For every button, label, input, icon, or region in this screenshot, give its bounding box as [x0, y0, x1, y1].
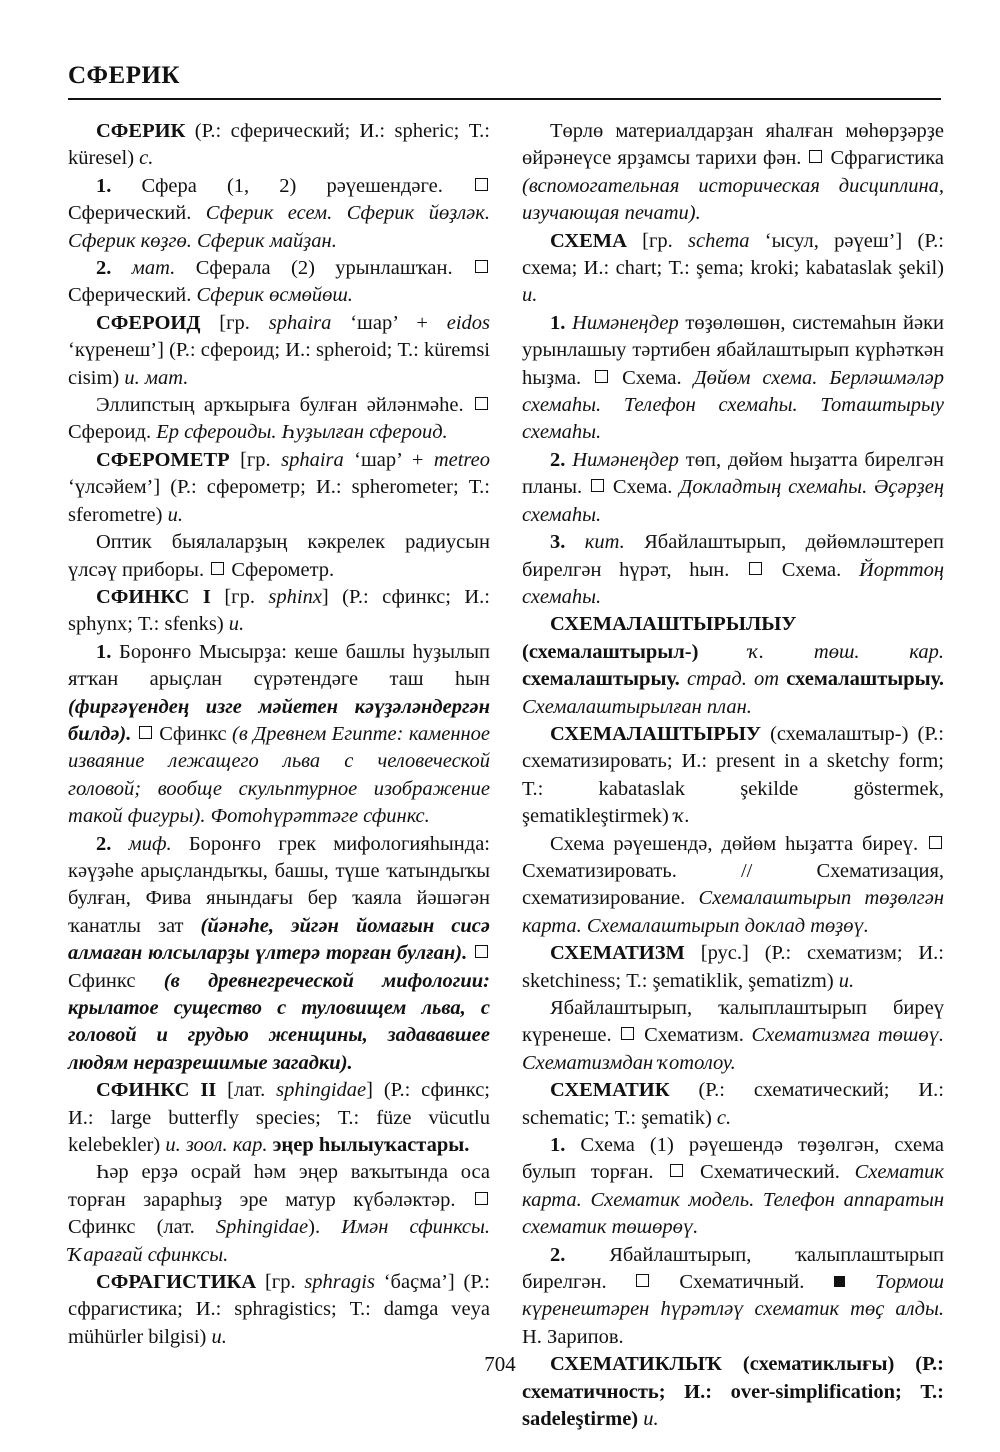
entry-sferik: СФЕРИК (Р.: сферический; И.: spheric; Т.: küresel) с. [68, 120, 490, 170]
sense: 1. Нимәнеңдер төҙөлөшөн, системаһын йәки урынлашыу тәртибен ябайлаштырып күрһәткән һыҙма. Схема. Дөйөм схема. Берләшмәләр схемаһы. Телефон схемаһы. Тоташтырыу схемаһы. [522, 311, 945, 444]
square-marker-icon [475, 260, 488, 273]
sense: 1. Боронғо Мысырҙа: кеше башлы һуҙылып ятҡан арыҫлан сүрәтендәге таш һын (фирғәүендең изге мәйетен кәүҙәләндергән билдә). Сфинкс (в Древнем Египте: каменное изваяние лежащего льва с человеческой головой; вообще скульптурное изображение такой фигуры). Фотоһүрәттәге сфинкс. [68, 640, 491, 828]
square-marker-icon [621, 1027, 634, 1040]
square-marker-icon [670, 1164, 683, 1177]
sense: 1. Схема (1) рәүешендә төҙөлгән, схема булып торған. Схематический. Схематик карта. Схематик модель. Телефон аппаратын схематик төшөрөү. [522, 1134, 944, 1239]
entry-sfragistika: СФРАГИСТИКА [гр. sphragis ‘баҫма’] (Р.: сфрагистика; И.: sphragistics; Т.: damga veya mühürler bilgisi) и. [68, 1271, 490, 1348]
definition: Схема рәүешендә, дөйөм һыҙатта биреү. Схематизировать. // Схематизация, схематизирование. Схемалаштырып төҙөлгән карта. Схемалаштырып доклад төҙөү. [522, 832, 944, 937]
entry-sfinks-1: СФИНКС I [гр. sphinx] (Р.: сфинкс; И.: sphynx; Т.: sfenks) и. [68, 585, 490, 636]
square-marker-icon [749, 562, 762, 575]
header-rule [68, 98, 941, 100]
definition: Төрлө материалдарҙан яһалған мөһөрҙәрҙе өйрәнеүсе ярҙамсы тарихи фән. Сфрагистика (вспомогательная историческая дисциплина, изучающая печати). [522, 120, 944, 225]
square-marker-icon [475, 178, 488, 191]
square-marker-icon [475, 1192, 488, 1205]
definition: Ябайлаштырып, ҡалыплаштырып биреү күренеше. Схематизм. Схематизмға төшөү. Схематизмдан ҡотолоу. [522, 997, 944, 1074]
entry-sferometr: СФЕРОМЕТР [гр. sphaira ‘шар’ + metreo ‘үлсәйем’] (Р.: сферометр; И.: spherometer; Т.: sferometre) и. [68, 448, 490, 526]
square-marker-icon [636, 1274, 649, 1287]
definition: Оптик быялаларҙың кәкрелек радиусын үлсәү приборы. Сферометр. [68, 531, 490, 581]
right-column [522, 118, 944, 1434]
square-marker-icon [475, 945, 488, 958]
square-marker-icon [139, 726, 152, 739]
square-marker-icon [591, 479, 604, 492]
square-marker-icon [475, 397, 488, 410]
sense: 2. Ябайлаштырып, ҡалыплаштырып бирелгән. Схематичный. Тормош күренештәрен һүрәтләү схематик төҫ алды. Н. Зарипов. [522, 1243, 945, 1348]
square-marker-icon [595, 370, 608, 383]
square-marker-icon [929, 836, 942, 849]
sense: 2. Нимәнеңдер төп, дөйөм һыҙатта бирелгән планы. Схема. Докладтың схемаһы. Әҫәрҙең схемаһы. [522, 448, 944, 526]
sense: 1. Сфера (1, 2) рәүешендәге. Сферический. Сферик есем. Сферик йөҙләк. Сферик көҙгө. Сферик майҙан. [68, 174, 490, 252]
entry-sxema: СХЕМА [гр. schema ‘ысул, рәүеш’] (Р.: схема; И.: chart; Т.: şema; kroki; kabataslak şekil) и. [522, 229, 944, 307]
sense: 3. кит. Ябайлаштырып, дөйөмләштереп бирелгән һүрәт, һын. Схема. Йорттоң схемаһы. [522, 531, 945, 608]
definition: Эллипстың арҡырыға булған әйләнмәһе. Сфероид. Ер сфероиды. Һуҙылған сфероид. [68, 392, 490, 447]
page-number: 704 [484, 1352, 516, 1376]
entry-sferoid: СФЕРОИД [гр. sphaira ‘шар’ + eidos ‘күренеш’] (Р.: сфероид; И.: spheroid; Т.: küremsi cisim) и. мат. [68, 311, 490, 389]
filled-square-marker-icon [834, 1276, 845, 1287]
entry-sxematik: СХЕМАТИК (Р.: схематический; И.: schematic; Т.: şematik) с. [522, 1079, 944, 1129]
entry-sxematizm: СХЕМАТИЗМ [рус.] (Р.: схематизм; И.: sketchiness; Т.: şematiklik, şematizm) и. [522, 942, 944, 992]
entry-sxemalashtyryu: СХЕМАЛАШТЫРЫУ (схемалаштыр-) (Р.: схематизировать; И.: present in a sketchy form; Т.: kabataslak şekilde göstermek, şematikleştirmek) ҡ. [522, 722, 944, 828]
running-head: СФЕРИК [68, 62, 181, 89]
definition: Һәр ерҙә осрай һәм эңер ваҡытында оса торған зарарһыҙ эре матур күбәләктәр. Сфинкс (лат. Sphingidae). Имән сфинксы. Ҡарағай сфинксы. [68, 1161, 491, 1266]
square-marker-icon [211, 562, 224, 575]
left-column [68, 118, 490, 1351]
entry-sxematiklyk: СХЕМАТИКЛЫҠ (схематиклығы) (Р.: схематичность; И.: over-simplification; Т.: sadeleştirme) и. [522, 1353, 944, 1431]
entry-sfinks-2: СФИНКС II [лат. sphingidae] (Р.: сфинкс; И.: large butterfly species; Т.: füze vücutlu kelebekler) и. зоол. кар. эңер һылыуҡастары. [68, 1079, 490, 1157]
sense: 2. миф. Боронғо грек мифологияһында: кәүҙәһе арыҫландыҡы, башы, түше ҡатындыҡы булған, Фива янындағы бер ҡаяла йәшәгән ҡанатлы зат (йәнәһе, эйгән йомағын сисә алмаған юлсыларҙы үлтерә торған булған). Сфинкс (в древнегреческой мифологии: крылатое существо с туловищем льва, с головой и грудью женщины, задававшее людям неразрешимые загадки). [68, 832, 490, 1074]
sense: 2. мат. Сферала (2) урынлашҡан. Сферический. Сферик өсмөйөш. [68, 255, 490, 310]
entry-sxemalashtyrylyu: СХЕМАЛАШТЫРЫЛЫУ (схемалаштырыл-) ҡ. төш. кар. схемалаштырыу. страд. от схемалаштырыу. Схемалаштырылған план. [522, 613, 945, 718]
square-marker-icon [809, 150, 822, 163]
